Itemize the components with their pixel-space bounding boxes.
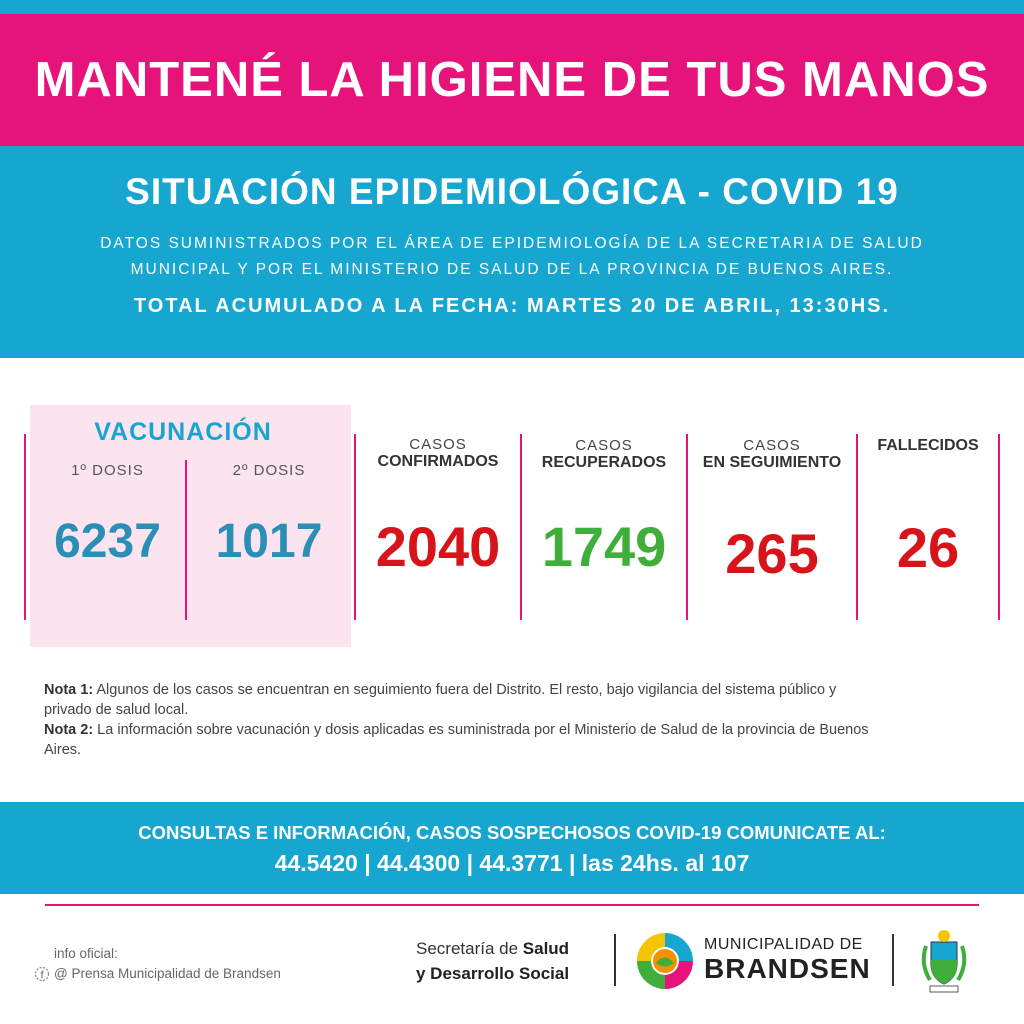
secretaria-credit <box>416 936 569 986</box>
stat-confirmados-value: 2040 <box>375 515 501 578</box>
stat-confirmados-line1: CASOS <box>409 436 467 453</box>
situacion-section <box>0 146 1024 358</box>
consultas-phones: 44.5420 | 44.4300 | 44.3771 | las 24hs. al 107 <box>274 850 750 876</box>
nota-1-label: Nota 1: <box>44 682 94 698</box>
data-source-text <box>0 231 1024 283</box>
footer-divider <box>45 904 979 906</box>
notes <box>44 680 874 760</box>
stat-fallecidos <box>858 437 998 597</box>
municipalidad-logotype <box>704 936 871 984</box>
logo-divider <box>614 934 616 986</box>
municipal-logo-icon <box>634 930 696 992</box>
secretaria-bold: Salud <box>522 939 570 958</box>
dosis2-label: 2º DOSIS <box>232 462 306 479</box>
stat-recuperados-value: 1749 <box>541 515 667 578</box>
stat-seguimiento <box>688 437 856 597</box>
situacion-title: SITUACIÓN EPIDEMIOLÓGICA - COVID 19 <box>125 171 899 212</box>
data-source-line-2: MUNICIPAL Y POR EL MINISTERIO DE SALUD DE LA PROVINCIA DE BUENOS AIRES. <box>130 261 894 278</box>
nota-1 <box>44 680 874 720</box>
column-divider <box>998 434 1000 620</box>
stat-confirmados-line2: CONFIRMADOS <box>377 453 499 470</box>
banner-title: MANTENÉ LA HIGIENE DE TUS MANOS <box>34 53 990 107</box>
nota-2-text: La información sobre vacunación y dosis aplicadas es suministrada por el Ministerio de Salud de la provincia de Buenos Aires. <box>44 722 869 758</box>
nota-2 <box>44 720 874 760</box>
stat-seguimiento-line2: EN SEGUIMIENTO <box>702 454 842 471</box>
stat-fallecidos-value: 26 <box>896 516 960 579</box>
consultas-section <box>0 802 1024 894</box>
vacunacion-title: VACUNACIÓN <box>94 418 272 446</box>
report-date: TOTAL ACUMULADO A LA FECHA: MARTES 20 DE ABRIL, 13:30HS. <box>133 295 891 317</box>
info-source: @ Prensa Municipalidad de Brandsen <box>54 966 281 981</box>
stat-recuperados <box>522 437 686 597</box>
stat-recuperados-line1: CASOS <box>575 437 633 454</box>
muni-line1: MUNICIPALIDAD DE <box>704 936 863 953</box>
logo-divider <box>892 934 894 986</box>
info-label: info oficial: <box>54 946 118 961</box>
stat-fallecidos-line2: FALLECIDOS <box>877 437 979 454</box>
secretaria-pre: Secretaría de <box>416 939 523 958</box>
column-divider <box>24 434 26 620</box>
dosis1-value: 6237 <box>54 515 161 568</box>
nota-1-text: Algunos de los casos se encuentran en seguimiento fuera del Distrito. El resto, bajo vigilancia del sistema público y privado de salud local. <box>44 682 837 718</box>
facebook-icon <box>34 966 50 982</box>
svg-text:f: f <box>40 970 44 981</box>
stat-confirmados <box>356 436 520 596</box>
stat-seguimiento-value: 265 <box>725 522 819 585</box>
coat-of-arms-icon <box>916 924 972 996</box>
nota-2-label: Nota 2: <box>44 722 94 738</box>
muni-line2: BRANDSEN <box>704 953 871 984</box>
data-source-line-1: DATOS SUMINISTRADOS POR EL ÁREA DE EPIDEMIOLOGÍA DE LA SECRETARIA DE SALUD <box>100 235 924 252</box>
info-oficial <box>34 944 281 984</box>
secretaria-line2: y Desarrollo Social <box>416 964 570 983</box>
top-strip <box>0 0 1024 14</box>
stat-recuperados-line2: RECUPERADOS <box>541 454 667 471</box>
stat-seguimiento-line1: CASOS <box>743 437 801 454</box>
hygiene-banner <box>0 14 1024 146</box>
dosis2-value: 1017 <box>215 515 323 568</box>
dosis1-label: 1º DOSIS <box>71 462 144 479</box>
consultas-heading: CONSULTAS E INFORMACIÓN, CASOS SOSPECHOSOS COVID-19 COMUNICATE AL: <box>138 822 886 843</box>
